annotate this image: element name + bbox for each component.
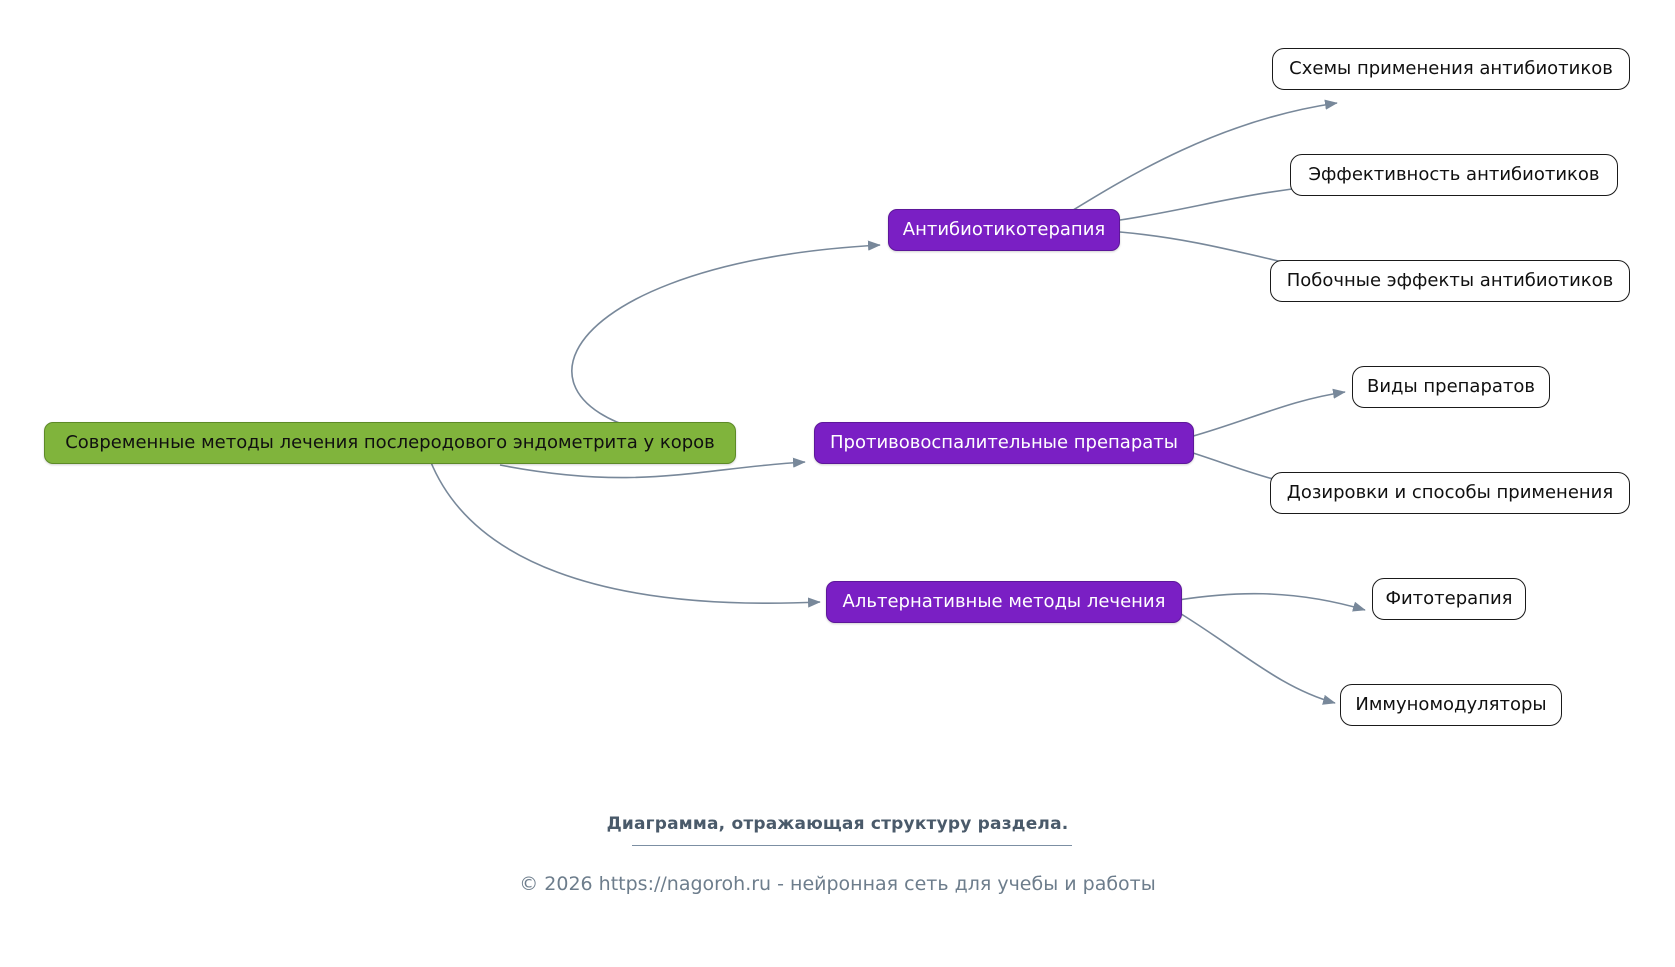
node-branch-antibiotikoterapiya[interactable]: [888, 209, 1120, 251]
node-root[interactable]: [44, 422, 736, 464]
edge-root-to-alternative: [430, 460, 820, 603]
node-leaf-label: Эффективность антибиотиков: [1308, 163, 1600, 185]
diagram-caption: Диаграмма, отражающая структуру раздела.: [606, 814, 1069, 834]
node-root-label: Современные методы лечения послеродового эндометрита у коров: [65, 431, 715, 453]
node-leaf-dozirovki[interactable]: [1270, 472, 1630, 514]
node-leaf-fitoterapiya[interactable]: [1372, 578, 1526, 620]
edge-alternative-to-immuno: [1178, 612, 1335, 703]
edge-alternative-to-phyto: [1178, 594, 1365, 610]
node-leaf-vidy-preparatov[interactable]: [1352, 366, 1550, 408]
node-branch-label: Противовоспалительные препараты: [830, 431, 1178, 453]
node-branch-alternativnye[interactable]: [826, 581, 1182, 623]
node-leaf-label: Виды препаратов: [1366, 375, 1536, 397]
node-branch-protivovospalitelnye[interactable]: [814, 422, 1194, 464]
footer-text: © 2026 https://nagoroh.ru - нейронная сеть для учебы и работы: [519, 873, 1156, 895]
node-leaf-pobochnye-effekty[interactable]: [1270, 260, 1630, 302]
node-leaf-label: Схемы применения антибиотиков: [1289, 57, 1613, 79]
node-leaf-shemy-primeneniya[interactable]: [1272, 48, 1630, 90]
node-leaf-label: Фитотерапия: [1385, 587, 1513, 609]
node-branch-label: Альтернативные методы лечения: [842, 590, 1166, 612]
node-leaf-label: Побочные эффекты антибиотиков: [1286, 269, 1614, 291]
node-leaf-effektivnost[interactable]: [1290, 154, 1618, 196]
divider: [632, 845, 1072, 846]
edge-root-to-antibiotic: [572, 245, 880, 441]
edge-antiinflammatory-to-types: [1190, 392, 1345, 437]
edge-root-to-antiinflammatory: [500, 462, 805, 478]
node-branch-label: Антибиотикотерапия: [902, 218, 1106, 240]
node-leaf-immunomodulyatory[interactable]: [1340, 684, 1562, 726]
node-leaf-label: Дозировки и способы применения: [1286, 481, 1614, 503]
node-leaf-label: Иммуномодуляторы: [1355, 693, 1547, 715]
